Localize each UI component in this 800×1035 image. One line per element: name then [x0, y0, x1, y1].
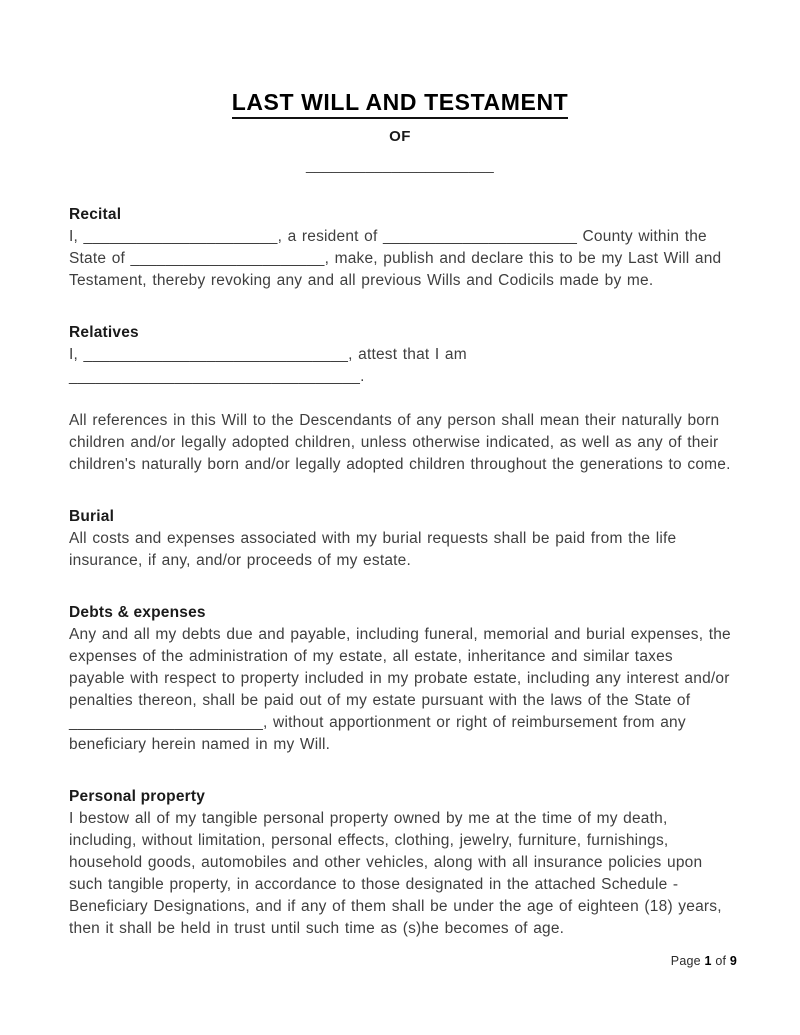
section-relatives: [69, 322, 731, 476]
section-debts-expenses-heading: Debts & expenses: [69, 604, 206, 622]
sections-container: [69, 204, 731, 940]
section-recital-paragraph: I, ______________________, a resident of ______________________ County within the State of ______________________, make, publish and declare this to be my Last Will and Testament, thereby revoking any and all previous Wills and Codicils made by me.: [69, 228, 722, 290]
title-block: [69, 0, 731, 174]
section-burial-paragraph: All costs and expenses associated with my burial requests shall be paid from the life insurance, if any, and/or proceeds of my estate.: [69, 530, 677, 570]
section-debts-expenses: [69, 602, 731, 756]
footer-of-label: of: [715, 954, 727, 968]
section-debts-expenses-paragraph: Any and all my debts due and payable, including funeral, memorial and burial expenses, the expenses of the administration of my estate, all estate, inheritance and similar taxes payable with respect to property included in my probate estate, including any interest and/or penalties thereon, shall be paid out of my estate pursuant with the laws of the State of ______________________, without apportionment or right of reimbursement from any beneficiary herein named in my Will.: [69, 626, 731, 754]
footer-page-number: 1: [704, 954, 712, 968]
page-number-footer: [671, 954, 737, 968]
section-personal-property: [69, 786, 731, 940]
title-of-label: OF: [389, 128, 411, 146]
section-burial-heading: Burial: [69, 508, 115, 526]
section-burial: [69, 506, 731, 572]
section-personal-property-paragraph: I bestow all of my tangible personal property owned by me at the time of my death, including, without limitation, personal effects, clothing, jewelry, furniture, furnishings, household goods, automobiles and other vehicles, along with all insurance policies upon such tangible property, in accordance to those designated in the attached Schedule - Beneficiary Designations, and if any of them shall be under the age of eighteen (18) years, then it shall be held in trust until such time as (s)he becomes of age.: [69, 810, 722, 938]
testator-name-blank: ______________________: [306, 157, 494, 175]
footer-page-label: Page: [670, 954, 701, 968]
section-personal-property-heading: Personal property: [69, 788, 206, 806]
section-relatives-descendants-paragraph: All references in this Will to the Descendants of any person shall mean their naturally born children and/or legally adopted children, unless otherwise indicated, as well as any of their children's naturally born and/or legally adopted children throughout the generations to come.: [69, 412, 731, 474]
document-title: LAST WILL AND TESTAMENT: [232, 90, 569, 119]
section-relatives-attest-line: I, ______________________________, attest that I am _________________________________.: [69, 346, 467, 386]
section-recital-heading: Recital: [69, 206, 122, 224]
footer-total-pages: 9: [729, 954, 737, 968]
section-recital: [69, 204, 731, 292]
section-relatives-heading: Relatives: [69, 324, 139, 342]
